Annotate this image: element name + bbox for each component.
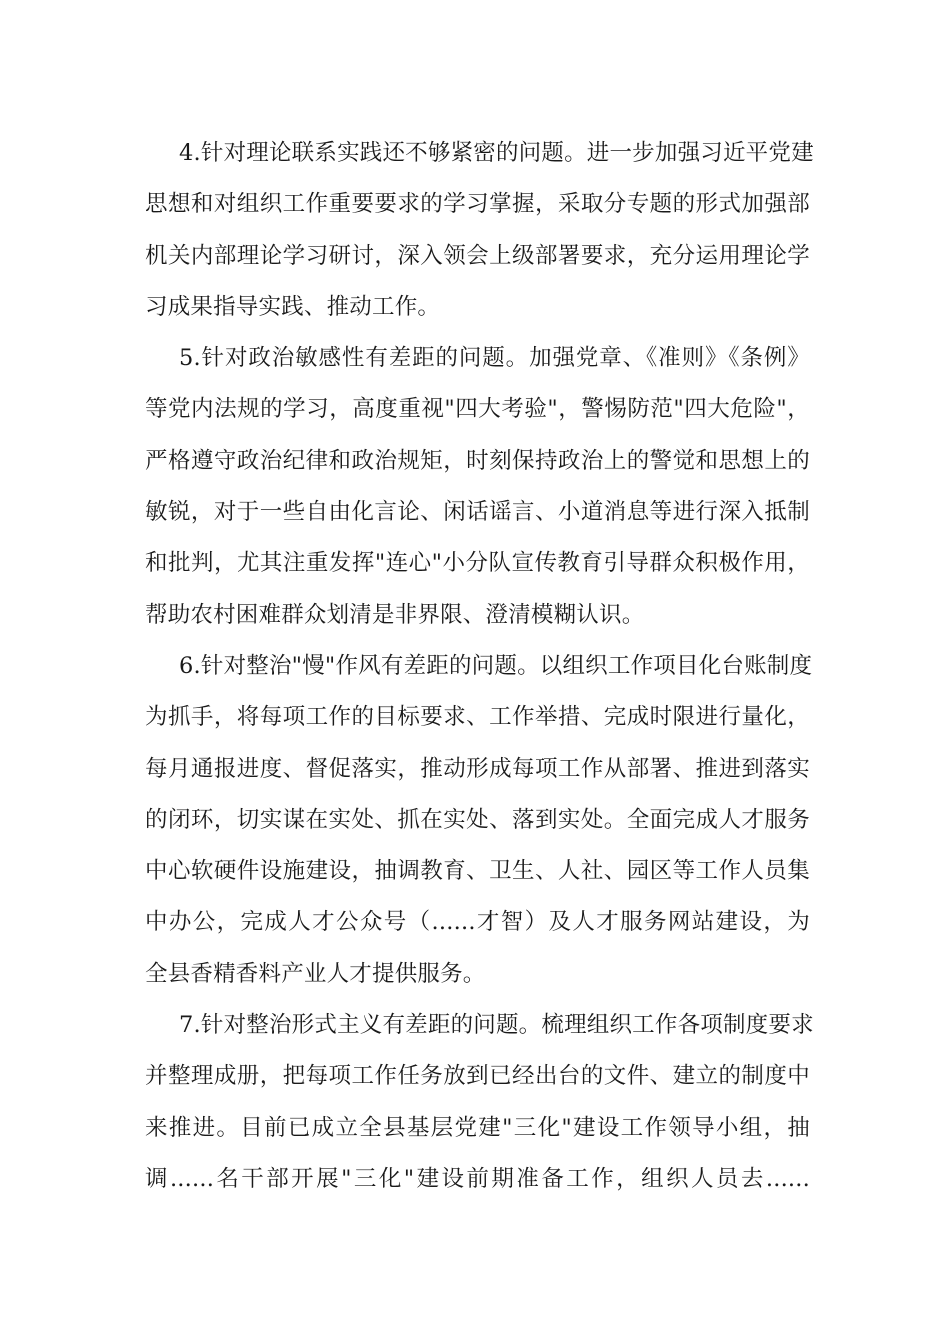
paragraph-line: 的闭环，切实谋在实处、抓在实处、落到实处。全面完成人才服务 bbox=[145, 806, 810, 833]
paragraph-line: 等党内法规的学习，高度重视"四大考验"，警惕防范"四大危险"， bbox=[145, 396, 810, 423]
paragraph-line: 7.针对整治形式主义有差距的问题。梳理组织工作各项制度要求 bbox=[179, 1012, 814, 1039]
paragraph-line: 习成果指导实践、推动工作。 bbox=[145, 293, 441, 320]
paragraph-line: 帮助农村困难群众划清是非界限、澄清模糊认识。 bbox=[145, 601, 645, 628]
paragraph-line: 中心软硬件设施建设，抽调教育、卫生、人社、园区等工作人员集 bbox=[145, 858, 810, 885]
paragraph-line: 5.针对政治敏感性有差距的问题。加强党章、《准则》《条例》 bbox=[179, 345, 810, 372]
paragraph-5 bbox=[145, 333, 810, 641]
document-body bbox=[145, 128, 814, 1205]
paragraph-line: 严格遵守政治纪律和政治规矩，时刻保持政治上的警觉和思想上的 bbox=[145, 447, 810, 474]
paragraph-4 bbox=[145, 128, 814, 333]
paragraph-line: 来推进。目前已成立全县基层党建"三化"建设工作领导小组，抽 bbox=[145, 1114, 810, 1141]
paragraph-line: 6.针对整治"慢"作风有差距的问题。以组织工作项目化台账制度 bbox=[179, 652, 813, 679]
paragraph-line: 为抓手，将每项工作的目标要求、工作举措、完成时限进行量化， bbox=[145, 704, 810, 731]
paragraph-line: 每月通报进度、督促落实，推动形成每项工作从部署、推进到落实 bbox=[145, 755, 810, 782]
paragraph-line: 敏锐，对于一些自由化言论、闲话谣言、小道消息等进行深入抵制 bbox=[145, 499, 810, 526]
paragraph-line: 中办公，完成人才公众号（......才智）及人才服务网站建设，为 bbox=[145, 909, 810, 936]
paragraph-line: 和批判，尤其注重发挥"连心"小分队宣传教育引导群众积极作用， bbox=[145, 550, 810, 577]
paragraph-line: 机关内部理论学习研讨，深入领会上级部署要求，充分运用理论学 bbox=[145, 242, 810, 269]
paragraph-line: 并整理成册，把每项工作任务放到已经出台的文件、建立的制度中 bbox=[145, 1063, 810, 1090]
paragraph-line: 全县香精香料产业人才提供服务。 bbox=[145, 960, 486, 987]
paragraph-6 bbox=[145, 641, 813, 1000]
paragraph-line: 调......名干部开展"三化"建设前期准备工作，组织人员去...... bbox=[145, 1165, 810, 1192]
paragraph-line: 思想和对组织工作重要要求的学习掌握，采取分专题的形式加强部 bbox=[145, 191, 810, 218]
paragraph-line: 4.针对理论联系实践还不够紧密的问题。进一步加强习近平党建 bbox=[179, 140, 814, 166]
paragraph-7 bbox=[145, 1000, 814, 1205]
